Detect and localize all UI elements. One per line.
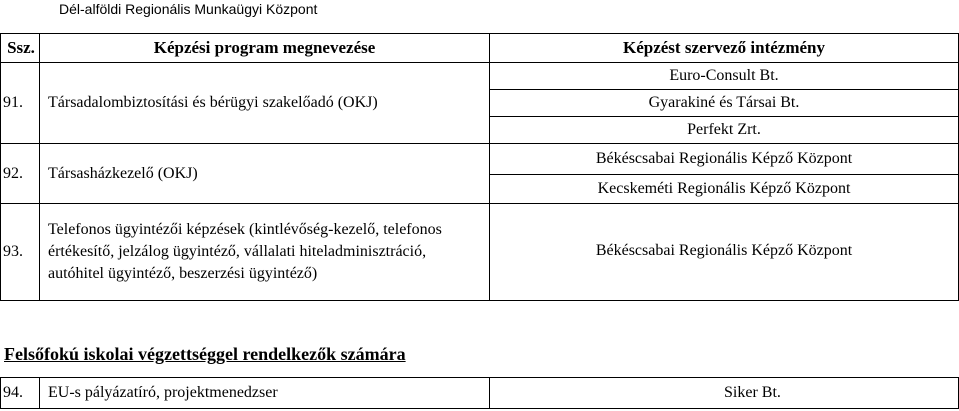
institution-list bbox=[490, 144, 959, 204]
column-header-institution: Képzést szervező intézmény bbox=[490, 34, 959, 63]
institution-name: Gyarakiné és Társai Bt. bbox=[490, 89, 958, 116]
program-line: Telefonos ügyintézői képzések (kintlévőség-kezelő, telefonos bbox=[48, 221, 442, 238]
institution-name: Perfekt Zrt. bbox=[490, 116, 958, 143]
program-line: autóhitel ügyintéző, beszerzési ügyintéző) bbox=[48, 265, 318, 282]
institution-name: Siker Bt. bbox=[490, 378, 959, 409]
table-row bbox=[1, 378, 959, 409]
institution-name: Kecskeméti Regionális Képző Központ bbox=[490, 174, 958, 203]
table-header-row bbox=[1, 34, 959, 63]
table-row bbox=[1, 144, 959, 204]
row-number: 91. bbox=[1, 63, 40, 144]
training-table bbox=[0, 33, 959, 301]
program-line: értékesítő, jelzálog ügyintéző, vállalati hiteladminisztráció, bbox=[48, 243, 427, 260]
program-name bbox=[40, 204, 490, 301]
bottom-table bbox=[0, 377, 959, 409]
program-name: Társadalombiztosítási és bérügyi szakelőadó (OKJ) bbox=[40, 63, 490, 144]
program-name: EU-s pályázatíró, projektmenedzser bbox=[40, 378, 490, 409]
table-row bbox=[1, 63, 959, 144]
row-number: 94. bbox=[1, 378, 40, 409]
row-number: 93. bbox=[1, 204, 40, 301]
program-name: Társasházkezelő (OKJ) bbox=[40, 144, 490, 204]
table-row bbox=[1, 204, 959, 301]
organization-header: Dél-alföldi Regionális Munkaügyi Központ bbox=[59, 1, 318, 17]
row-number: 92. bbox=[1, 144, 40, 204]
institution-name: Békéscsabai Regionális Képző Központ bbox=[490, 204, 959, 301]
column-header-program: Képzési program megnevezése bbox=[40, 34, 490, 63]
section-title: Felsőfokú iskolai végzettséggel rendelkezők számára bbox=[4, 344, 406, 364]
institution-list bbox=[490, 63, 959, 144]
institution-name: Békéscsabai Regionális Képző Központ bbox=[595, 150, 853, 167]
institution-name: Euro-Consult Bt. bbox=[669, 67, 779, 84]
column-header-number: Ssz. bbox=[1, 34, 40, 63]
